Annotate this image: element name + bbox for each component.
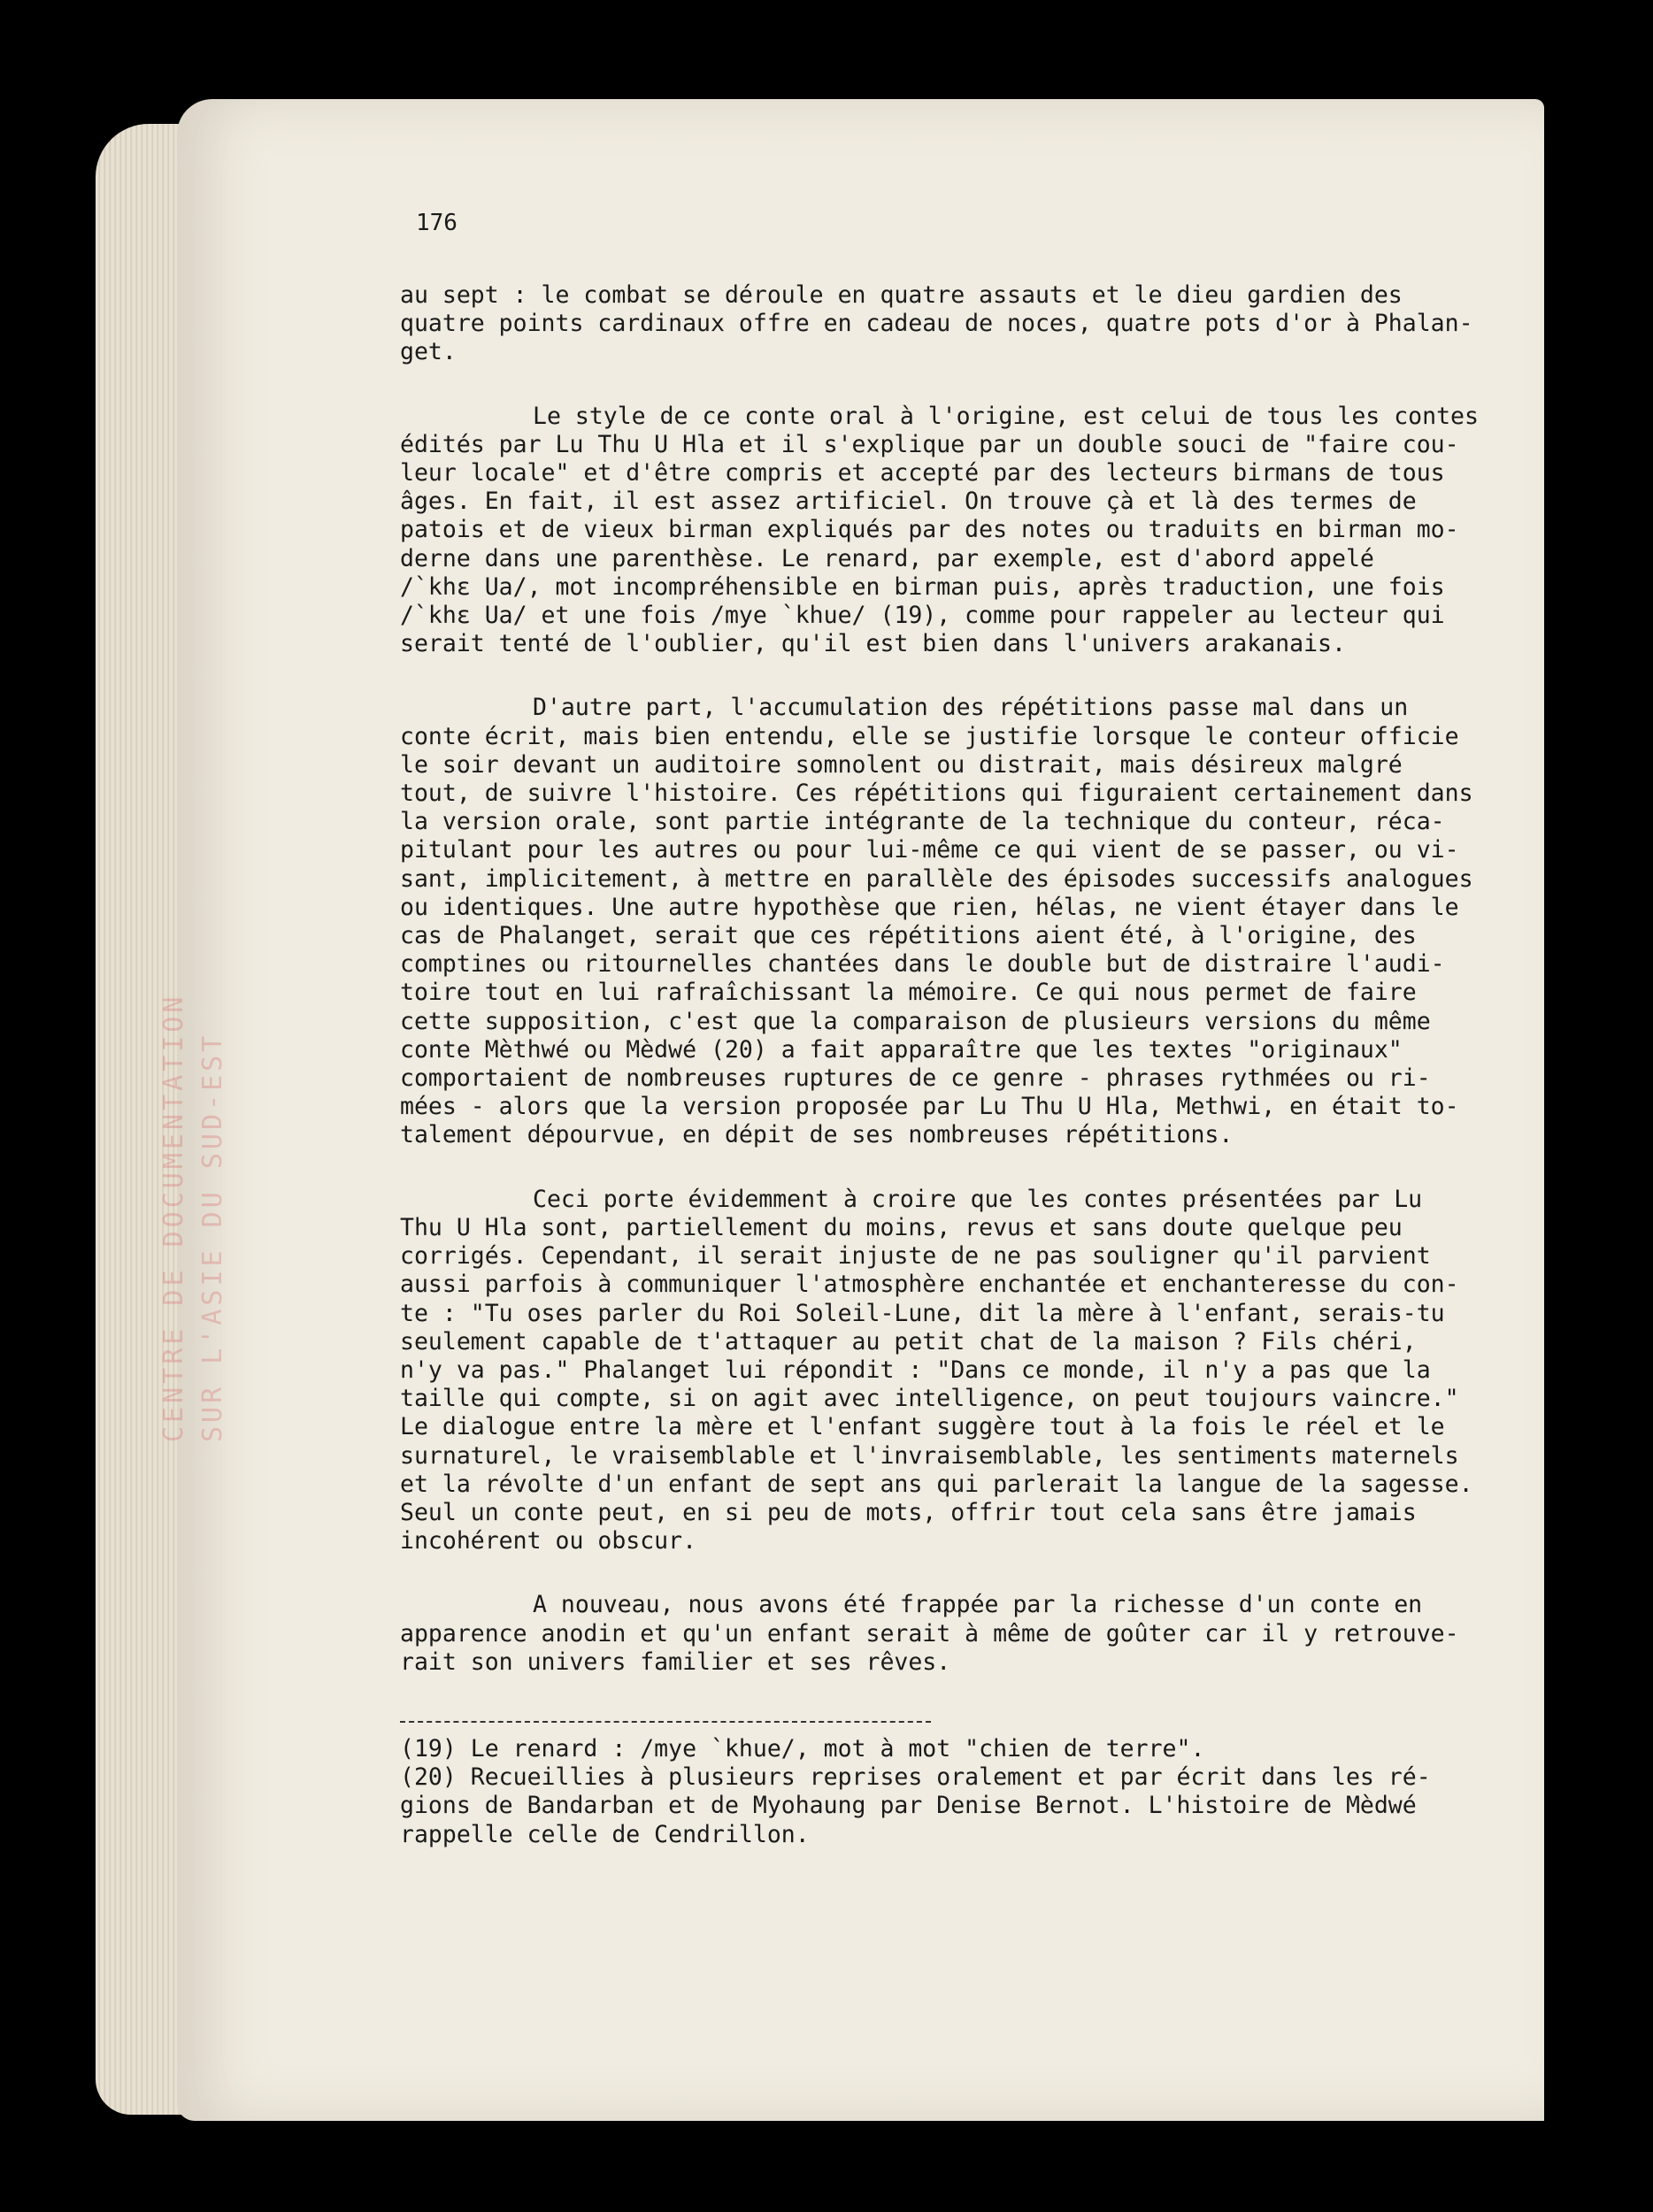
text-line: leur locale" et d'être compris et accepté par des lecteurs birmans de tous [400, 459, 1445, 488]
text-line: Ceci porte évidemment à croire que les contes présentées par Lu [533, 1185, 1423, 1213]
text-line: seulement capable de t'attaquer au petit chat de la maison ? Fils chéri, [400, 1327, 1417, 1356]
paragraph-2 [400, 403, 1484, 659]
text-line: n'y va pas." Phalanget lui répondit : "Dans ce monde, il n'y a pas que la [400, 1356, 1431, 1384]
text-line: te : "Tu oses parler du Roi Soleil-Lune, dit la mère à l'enfant, serais-tu [400, 1299, 1445, 1327]
footnote-separator [400, 1721, 931, 1723]
footnotes [400, 1735, 1484, 1849]
paragraph-1 [400, 281, 1484, 367]
page-number: 176 [416, 210, 457, 236]
paragraph-5 [400, 1591, 1484, 1677]
text-line: derne dans une parenthèse. Le renard, par exemple, est d'abord appelé [400, 544, 1374, 572]
library-stamp: CENTRE DE DOCUMENTATION SUR L'ASIE DU SUD-EST [158, 993, 228, 1442]
text-line: toire tout en lui rafraîchissant la mémoire. Ce qui nous permet de faire [400, 979, 1417, 1007]
text-line: ou identiques. Une autre hypothèse que rien, hélas, ne vient étayer dans le [400, 893, 1459, 921]
text-line: cas de Phalanget, serait que ces répétitions aient été, à l'origine, des [400, 922, 1417, 950]
text-line: sant, implicitement, à mettre en parallèle des épisodes successifs analogues [400, 864, 1473, 893]
text-line: Seul un conte peut, en si peu de mots, offrir tout cela sans être jamais [400, 1498, 1417, 1526]
paragraph-4 [400, 1186, 1484, 1556]
text-line: Le dialogue entre la mère et l'enfant suggère tout à la fois le réel et le [400, 1413, 1445, 1441]
footnote-19: (19) Le renard : /mye `khue/, mot à mot "chien de terre". [400, 1734, 1205, 1763]
text-line: A nouveau, nous avons été frappée par la richesse d'un conte en [533, 1591, 1423, 1619]
text-line: /`khɛ Ua/ et une fois /mye `khue/ (19), comme pour rappeler au lecteur qui [400, 602, 1445, 630]
text-line: serait tenté de l'oublier, qu'il est bien dans l'univers arakanais. [400, 630, 1346, 658]
text-line: corrigés. Cependant, il serait injuste de ne pas souligner qu'il parvient [400, 1242, 1431, 1271]
footnote-20: (20) Recueillies à plusieurs reprises oralement et par écrit dans les ré- [400, 1763, 1431, 1792]
text-line: comportaient de nombreuses ruptures de ce genre - phrases rythmées ou ri- [400, 1064, 1431, 1093]
text-line: tout, de suivre l'histoire. Ces répétitions qui figuraient certainement dans [400, 780, 1473, 808]
text-line: au sept : le combat se déroule en quatre assauts et le dieu gardien des [400, 281, 1403, 309]
text-line: cette supposition, c'est que la comparaison de plusieurs versions du même [400, 1007, 1431, 1035]
text-line: conte Mèthwé ou Mèdwé (20) a fait apparaître que les textes "originaux" [400, 1035, 1403, 1064]
text-line: /`khɛ Ua/, mot incompréhensible en birman puis, après traduction, une fois [400, 572, 1445, 601]
text-line: quatre points cardinaux offre en cadeau de noces, quatre pots d'or à Phalan- [400, 310, 1473, 338]
text-line: pitulant pour les autres ou pour lui-même ce qui vient de se passer, ou vi- [400, 836, 1459, 864]
text-line: mées - alors que la version proposée par Lu Thu U Hla, Methwi, en était to- [400, 1093, 1459, 1121]
text-line: talement dépourvue, en dépit de ses nombreuses répétitions. [400, 1121, 1234, 1149]
text-line: conte écrit, mais bien entendu, elle se justifie lorsque le conteur officie [400, 722, 1459, 750]
text-line: taille qui compte, si on agit avec intelligence, on peut toujours vaincre." [400, 1385, 1459, 1413]
text-line: apparence anodin et qu'un enfant serait à même de goûter car il y retrouve- [400, 1619, 1459, 1647]
text-line: get. [400, 338, 457, 366]
text-line: édités par Lu Thu U Hla et il s'explique par un double souci de "faire cou- [400, 430, 1459, 458]
paragraph-3 [400, 694, 1484, 1149]
text-line: rait son univers familier et ses rêves. [400, 1647, 951, 1676]
text-line: patois et de vieux birman expliqués par des notes ou traduits en birman mo- [400, 516, 1459, 544]
text-line: et la révolte d'un enfant de sept ans qui parlerait la langue de la sagesse. [400, 1470, 1473, 1498]
text-line: incohérent ou obscur. [400, 1527, 697, 1555]
text-line: âges. En fait, il est assez artificiel. On trouve çà et là des termes de [400, 488, 1417, 516]
text-line: le soir devant un auditoire somnolent ou distrait, mais désireux malgré [400, 750, 1403, 779]
text-line: surnaturel, le vraisemblable et l'invraisemblable, les sentiments maternels [400, 1441, 1459, 1470]
text-line: la version orale, sont partie intégrante de la technique du conteur, réca- [400, 808, 1445, 836]
text-line: aussi parfois à communiquer l'atmosphère enchantée et enchanteresse du con- [400, 1271, 1459, 1299]
text-line: Thu U Hla sont, partiellement du moins, revus et sans doute quelque peu [400, 1213, 1403, 1241]
text-line: comptines ou ritournelles chantées dans le double but de distraire l'audi- [400, 950, 1445, 979]
text-line: Le style de ce conte oral à l'origine, est celui de tous les contes [533, 402, 1479, 430]
footnote-20-cont: rappelle celle de Cendrillon. [400, 1820, 810, 1848]
footnote-20-cont: gions de Bandarban et de Myohaung par Denise Bernot. L'histoire de Mèdwé [400, 1792, 1417, 1820]
body-text [400, 281, 1484, 1849]
text-line: D'autre part, l'accumulation des répétitions passe mal dans un [533, 694, 1409, 722]
